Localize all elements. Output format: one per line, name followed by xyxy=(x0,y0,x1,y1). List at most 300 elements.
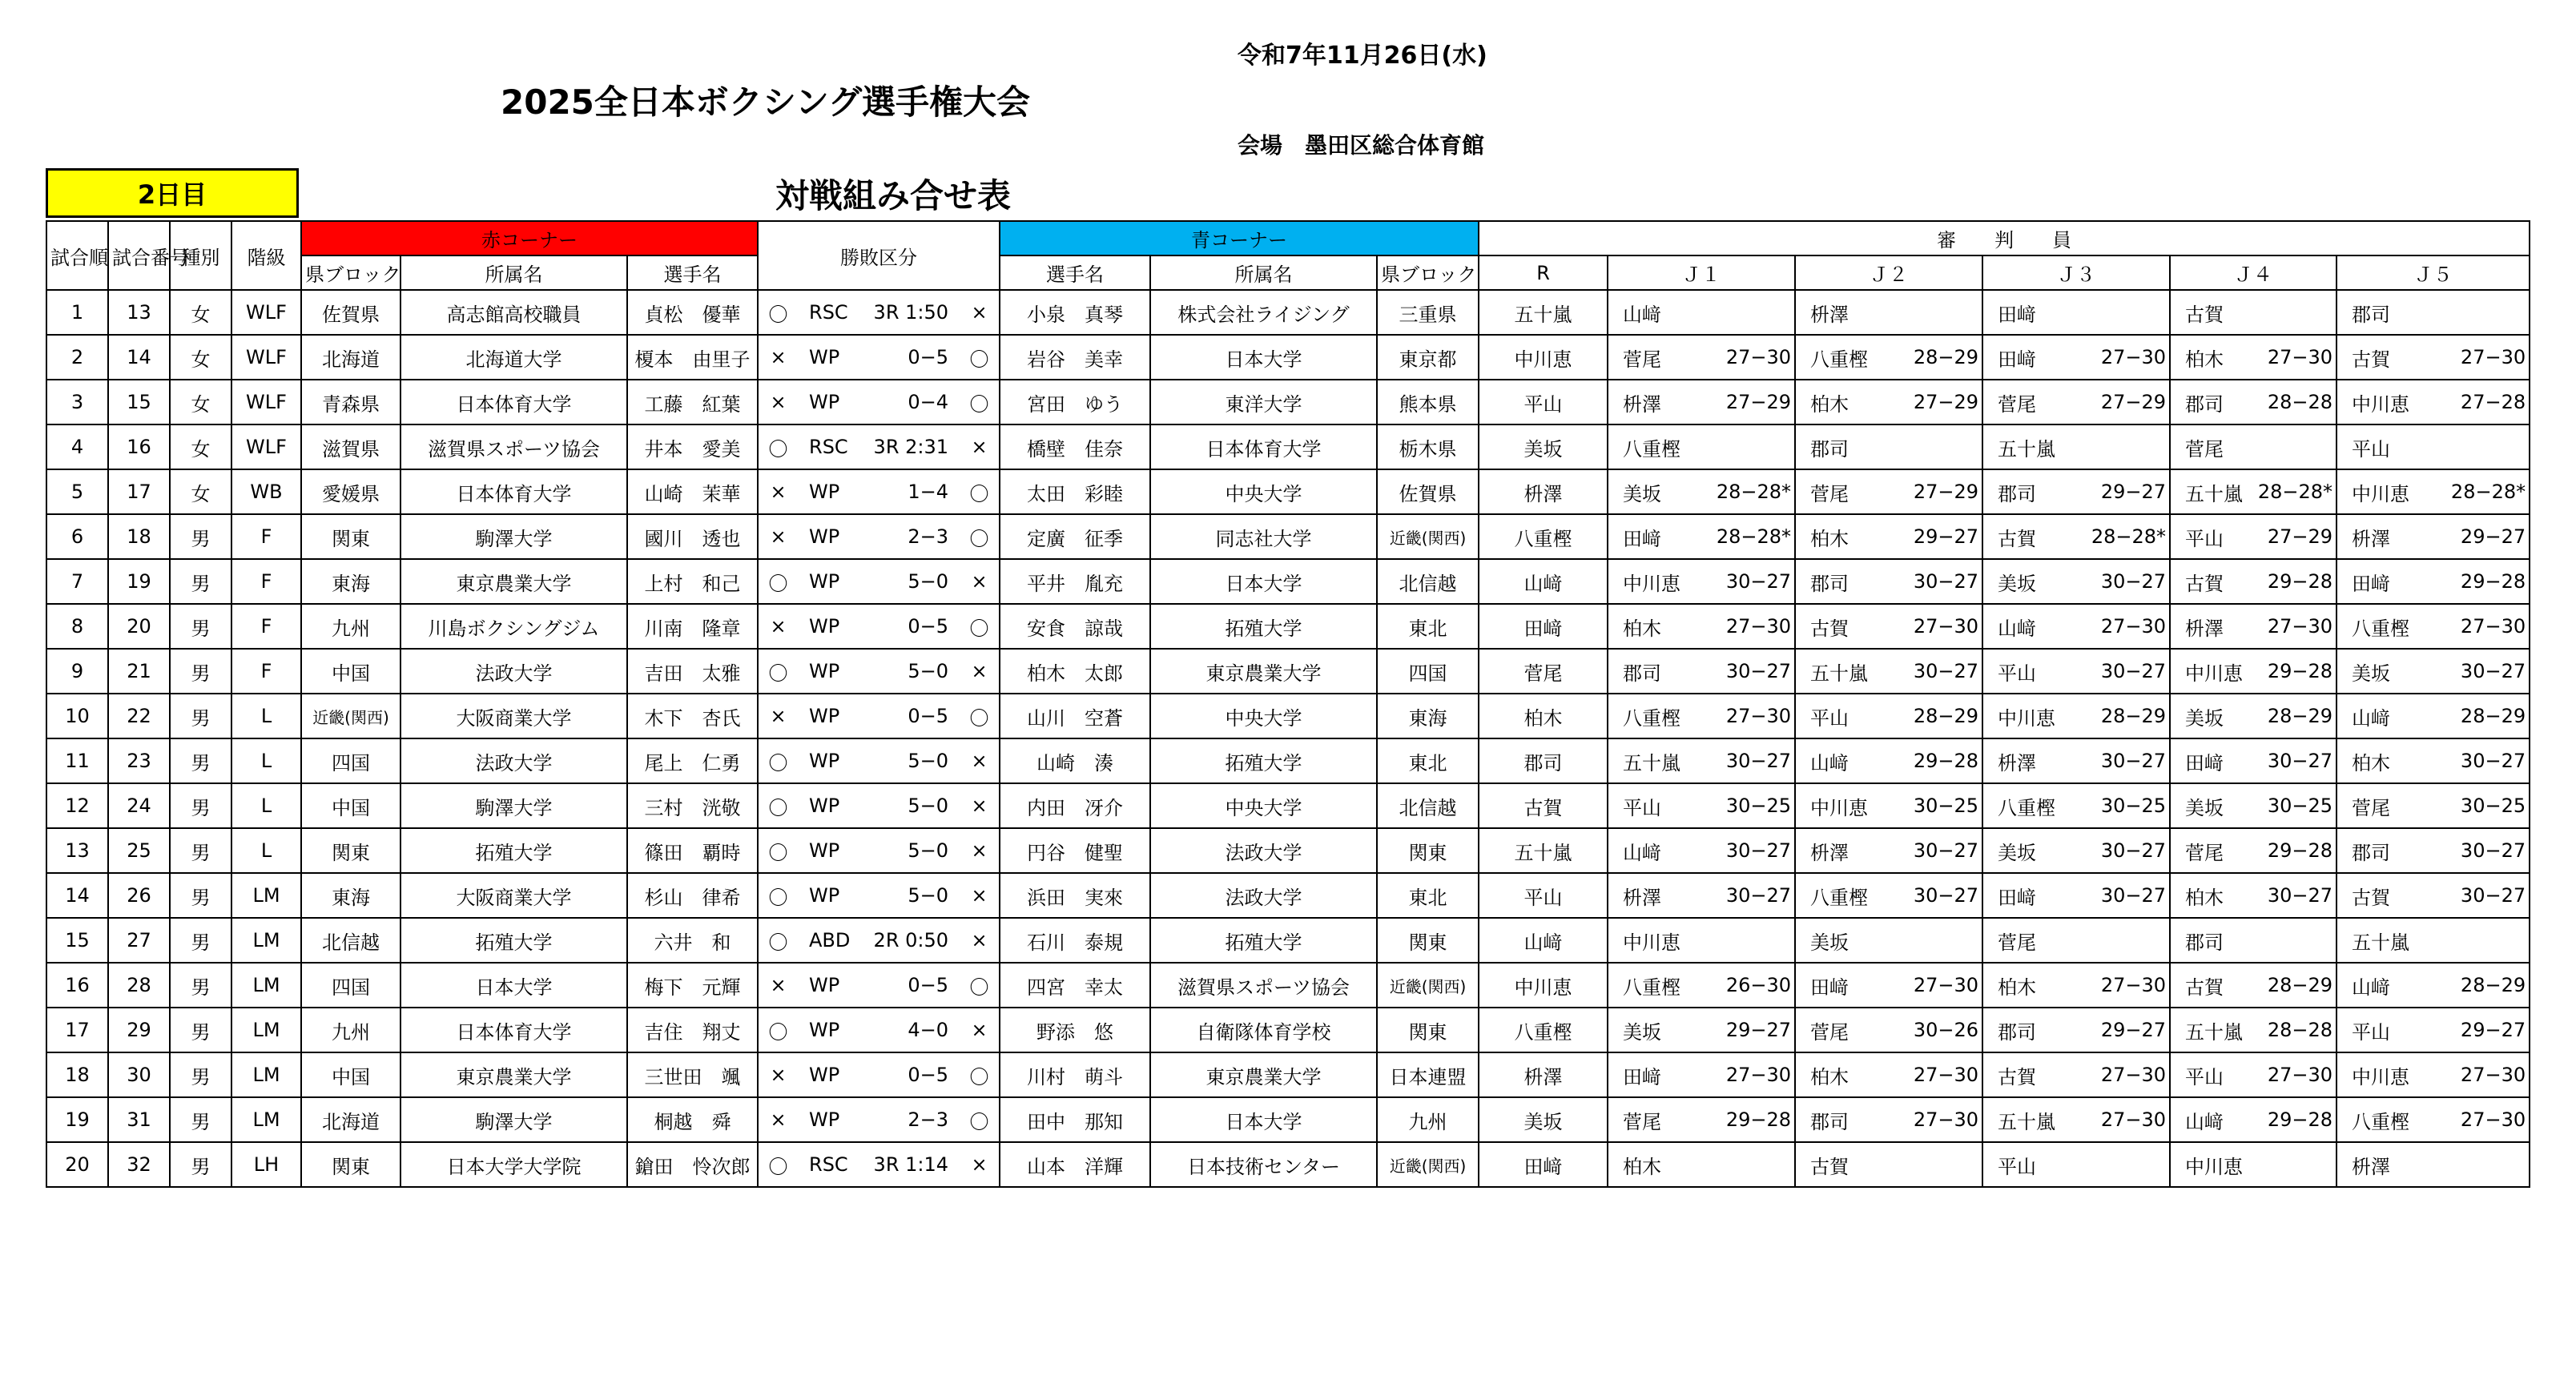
decision xyxy=(798,290,960,335)
judge-score: 27−29 xyxy=(1913,481,1979,503)
judge-name: 菅尾 xyxy=(2185,841,2224,864)
red-athlete: 榎本 由里子 xyxy=(627,335,758,380)
judge-score: 30−27 xyxy=(1913,839,1979,862)
table-row xyxy=(46,604,2530,649)
red-result-mark: × xyxy=(758,1052,798,1097)
blue-athlete: 川村 萌斗 xyxy=(1000,1052,1150,1097)
judge-4 xyxy=(2170,649,2337,694)
judge-2 xyxy=(1795,828,1982,873)
bout-order: 18 xyxy=(46,1052,108,1097)
bout-order: 12 xyxy=(46,783,108,828)
judge-3 xyxy=(1982,469,2170,514)
bout-no: 22 xyxy=(108,694,170,738)
judge-score: 29−28 xyxy=(2267,570,2333,593)
decision-detail: 2−3 xyxy=(908,525,949,548)
judge-name: 中川恵 xyxy=(1998,706,2056,730)
judge-score: 30−25 xyxy=(2267,795,2333,817)
referee: 枡澤 xyxy=(1479,1052,1608,1097)
weight-class: LM xyxy=(231,1008,301,1052)
decision-detail: 4−0 xyxy=(908,1019,949,1041)
judge-3 xyxy=(1982,424,2170,469)
judge-score: 30−27 xyxy=(2100,570,2167,593)
judge-2 xyxy=(1795,469,1982,514)
blue-result-mark: 〇 xyxy=(960,380,1000,424)
judge-name: 古賀 xyxy=(1810,1155,1849,1178)
bout-no: 26 xyxy=(108,873,170,918)
judge-name: 菅尾 xyxy=(2185,437,2224,461)
blue-region: 近畿(関西) xyxy=(1377,963,1479,1008)
decision-detail: 0−5 xyxy=(908,615,949,638)
blue-region: 東北 xyxy=(1377,738,1479,783)
decision xyxy=(798,335,960,380)
judge-name: 八重樫 xyxy=(1810,348,1869,371)
judge-name: 五十嵐 xyxy=(2185,482,2244,505)
decision-detail: 1−4 xyxy=(908,481,949,503)
judge-name: 山﨑 xyxy=(1623,303,1662,326)
bout-no: 13 xyxy=(108,290,170,335)
judge-score: 28−28* xyxy=(1716,525,1792,548)
weight-class: F xyxy=(231,649,301,694)
bout-no: 24 xyxy=(108,783,170,828)
judge-2 xyxy=(1795,1008,1982,1052)
weight-class: F xyxy=(231,514,301,559)
judge-2 xyxy=(1795,1142,1982,1187)
weight-class: LM xyxy=(231,1052,301,1097)
blue-region: 佐賀県 xyxy=(1377,469,1479,514)
red-affiliation: 川島ボクシングジム xyxy=(400,604,627,649)
red-result-mark: × xyxy=(758,380,798,424)
judge-score: 27−29 xyxy=(2100,391,2167,413)
judge-5 xyxy=(2337,1052,2530,1097)
judge-score: 29−28 xyxy=(2267,660,2333,682)
judge-5 xyxy=(2337,290,2530,335)
referee: 中川恵 xyxy=(1479,963,1608,1008)
red-affiliation: 拓殖大学 xyxy=(400,918,627,963)
blue-affiliation: 中央大学 xyxy=(1150,469,1377,514)
red-region: 滋賀県 xyxy=(301,424,400,469)
blue-affiliation: 東京農業大学 xyxy=(1150,1052,1377,1097)
judge-score: 27−30 xyxy=(2100,1108,2167,1131)
judge-5 xyxy=(2337,828,2530,873)
red-affiliation: 日本体育大学 xyxy=(400,469,627,514)
judge-name: 郡司 xyxy=(1810,437,1849,461)
judge-1 xyxy=(1608,290,1795,335)
judge-1 xyxy=(1608,963,1795,1008)
judge-2 xyxy=(1795,559,1982,604)
decision-detail: 2−3 xyxy=(908,1108,949,1131)
judge-score: 27−30 xyxy=(1913,615,1979,638)
bout-order: 5 xyxy=(46,469,108,514)
judge-3 xyxy=(1982,738,2170,783)
judge-score: 30−27 xyxy=(2460,660,2526,682)
red-athlete: 三村 洸敬 xyxy=(627,783,758,828)
judge-1 xyxy=(1608,335,1795,380)
judge-name: 田﨑 xyxy=(1810,976,1849,999)
judge-4 xyxy=(2170,469,2337,514)
blue-region: 東北 xyxy=(1377,873,1479,918)
judge-name: 枡澤 xyxy=(2352,1155,2391,1178)
judge-3 xyxy=(1982,783,2170,828)
red-corner-header: 赤コーナー xyxy=(301,221,758,255)
blue-result-mark: × xyxy=(960,649,1000,694)
judge-score: 27−30 xyxy=(2267,346,2333,368)
blue-result-mark: 〇 xyxy=(960,469,1000,514)
judge-name: 中川恵 xyxy=(2352,392,2410,416)
blue-affiliation: 日本技術センター xyxy=(1150,1142,1377,1187)
red-affiliation: 大阪商業大学 xyxy=(400,694,627,738)
weight-class: LM xyxy=(231,1097,301,1142)
decision-detail: 0−4 xyxy=(908,391,949,413)
blue-affiliation: 中央大学 xyxy=(1150,694,1377,738)
red-athlete: 井本 愛美 xyxy=(627,424,758,469)
gender: 男 xyxy=(170,559,231,604)
judge-score: 30−27 xyxy=(2100,839,2167,862)
bout-no: 29 xyxy=(108,1008,170,1052)
table-row xyxy=(46,828,2530,873)
decision-type: WP xyxy=(809,705,840,727)
judge-name: 菅尾 xyxy=(2352,796,2391,819)
judge-5 xyxy=(2337,873,2530,918)
blue-athlete: 円谷 健聖 xyxy=(1000,828,1150,873)
red-affiliation: 駒澤大学 xyxy=(400,783,627,828)
judge-score: 30−25 xyxy=(2100,795,2167,817)
judge-name: 枡澤 xyxy=(1623,392,1662,416)
judge-score: 30−25 xyxy=(1725,795,1792,817)
weight-class: L xyxy=(231,694,301,738)
red-region: 佐賀県 xyxy=(301,290,400,335)
judge-score: 30−27 xyxy=(2460,750,2526,772)
judge-name: 菅尾 xyxy=(1810,482,1849,505)
weight-class: F xyxy=(231,559,301,604)
judge-score: 30−27 xyxy=(2460,839,2526,862)
weight-class: LM xyxy=(231,918,301,963)
judge-1 xyxy=(1608,559,1795,604)
red-result-mark: × xyxy=(758,604,798,649)
weight-class: WB xyxy=(231,469,301,514)
bout-no: 18 xyxy=(108,514,170,559)
judge-score: 27−30 xyxy=(1725,346,1792,368)
judge-score: 30−27 xyxy=(1725,660,1792,682)
table-row xyxy=(46,380,2530,424)
col-gender: 種別 xyxy=(170,221,231,290)
blue-affiliation: 滋賀県スポーツ協会 xyxy=(1150,963,1377,1008)
judge-4 xyxy=(2170,604,2337,649)
red-region: 愛媛県 xyxy=(301,469,400,514)
red-affiliation: 法政大学 xyxy=(400,738,627,783)
judge-1 xyxy=(1608,1142,1795,1187)
blue-result-mark: × xyxy=(960,1008,1000,1052)
judge-3 xyxy=(1982,1097,2170,1142)
blue-result-mark: 〇 xyxy=(960,1052,1000,1097)
decision-type: WP xyxy=(809,391,840,413)
judge-name: 五十嵐 xyxy=(2352,931,2410,954)
col-red-affiliation: 所属名 xyxy=(400,255,627,290)
red-affiliation: 高志館高校職員 xyxy=(400,290,627,335)
bout-order: 10 xyxy=(46,694,108,738)
col-j3: Ｊ３ xyxy=(1982,255,2170,290)
col-blue-athlete: 選手名 xyxy=(1000,255,1150,290)
judge-4 xyxy=(2170,694,2337,738)
red-athlete: 六井 和 xyxy=(627,918,758,963)
col-bout-no: 試合番号 xyxy=(108,221,170,290)
judge-2 xyxy=(1795,1052,1982,1097)
blue-athlete: 宮田 ゆう xyxy=(1000,380,1150,424)
blue-result-mark: × xyxy=(960,424,1000,469)
bout-no: 30 xyxy=(108,1052,170,1097)
red-affiliation: 滋賀県スポーツ協会 xyxy=(400,424,627,469)
judge-score: 27−30 xyxy=(1725,705,1792,727)
judge-score: 28−28* xyxy=(2257,481,2333,503)
bout-order: 6 xyxy=(46,514,108,559)
judge-name: 八重樫 xyxy=(1623,706,1681,730)
bout-no: 31 xyxy=(108,1097,170,1142)
bout-order: 11 xyxy=(46,738,108,783)
blue-region: 九州 xyxy=(1377,1097,1479,1142)
weight-class: L xyxy=(231,783,301,828)
judge-5 xyxy=(2337,649,2530,694)
red-athlete: 山崎 茉華 xyxy=(627,469,758,514)
decision-detail: 5−0 xyxy=(908,660,949,682)
red-region: 中国 xyxy=(301,783,400,828)
red-athlete: 尾上 仁勇 xyxy=(627,738,758,783)
judge-name: 美坂 xyxy=(1623,482,1662,505)
judge-name: 郡司 xyxy=(1810,572,1849,595)
referee: 中川恵 xyxy=(1479,335,1608,380)
decision-detail: 5−0 xyxy=(908,570,949,593)
judge-name: 八重樫 xyxy=(1623,976,1681,999)
decision-type: WP xyxy=(809,660,840,682)
red-athlete: 梅下 元輝 xyxy=(627,963,758,1008)
judge-score: 27−30 xyxy=(2100,615,2167,638)
blue-athlete: 内田 冴介 xyxy=(1000,783,1150,828)
red-affiliation: 日本体育大学 xyxy=(400,1008,627,1052)
judge-score: 28−29 xyxy=(2100,705,2167,727)
decision xyxy=(798,1052,960,1097)
judge-1 xyxy=(1608,1008,1795,1052)
blue-region: 三重県 xyxy=(1377,290,1479,335)
judge-name: 中川恵 xyxy=(2185,662,2244,685)
col-blue-region: 県ブロック xyxy=(1377,255,1479,290)
judge-name: 古賀 xyxy=(2185,976,2224,999)
judge-score: 30−27 xyxy=(1913,570,1979,593)
judge-name: 山﨑 xyxy=(2352,976,2391,999)
red-result-mark: × xyxy=(758,963,798,1008)
blue-affiliation: 自衛隊体育学校 xyxy=(1150,1008,1377,1052)
red-athlete: 工藤 紅葉 xyxy=(627,380,758,424)
decision-type: WP xyxy=(809,615,840,638)
judge-4 xyxy=(2170,1008,2337,1052)
red-region: 四国 xyxy=(301,738,400,783)
judge-3 xyxy=(1982,514,2170,559)
judge-2 xyxy=(1795,380,1982,424)
blue-affiliation: 日本体育大学 xyxy=(1150,424,1377,469)
weight-class: LM xyxy=(231,963,301,1008)
blue-result-mark: 〇 xyxy=(960,694,1000,738)
judge-name: 郡司 xyxy=(1623,662,1662,685)
red-result-mark: × xyxy=(758,1097,798,1142)
judge-name: 菅尾 xyxy=(1810,1020,1849,1044)
judge-1 xyxy=(1608,1052,1795,1097)
red-result-mark: × xyxy=(758,694,798,738)
judge-name: 郡司 xyxy=(1998,482,2037,505)
judge-4 xyxy=(2170,873,2337,918)
judge-5 xyxy=(2337,469,2530,514)
blue-athlete: 山川 空蒼 xyxy=(1000,694,1150,738)
red-athlete: 木下 杏氏 xyxy=(627,694,758,738)
judge-score: 30−27 xyxy=(2460,884,2526,907)
blue-affiliation: 東洋大学 xyxy=(1150,380,1377,424)
weight-class: WLF xyxy=(231,424,301,469)
decision-detail: 3R 1:14 xyxy=(873,1153,949,1176)
decision-type: WP xyxy=(809,1064,840,1086)
decision xyxy=(798,649,960,694)
judge-score: 26−30 xyxy=(1725,974,1792,996)
blue-corner-header: 青コーナー xyxy=(1000,221,1479,255)
judge-5 xyxy=(2337,1008,2530,1052)
judge-4 xyxy=(2170,424,2337,469)
judge-name: 菅尾 xyxy=(1623,1110,1662,1133)
blue-affiliation: 東京農業大学 xyxy=(1150,649,1377,694)
table-row xyxy=(46,559,2530,604)
judge-score: 27−29 xyxy=(1913,391,1979,413)
judge-3 xyxy=(1982,963,2170,1008)
gender: 男 xyxy=(170,1142,231,1187)
judge-score: 30−27 xyxy=(2100,750,2167,772)
decision-detail: 0−5 xyxy=(908,1064,949,1086)
decision-detail: 5−0 xyxy=(908,795,949,817)
judge-name: 五十嵐 xyxy=(1810,662,1869,685)
judge-5 xyxy=(2337,918,2530,963)
red-result-mark: 〇 xyxy=(758,918,798,963)
judge-score: 27−30 xyxy=(2267,1064,2333,1086)
bout-no: 20 xyxy=(108,604,170,649)
col-j5: Ｊ５ xyxy=(2337,255,2530,290)
decision-detail: 5−0 xyxy=(908,839,949,862)
judge-name: 郡司 xyxy=(2352,841,2391,864)
judges-header: 審 判 員 xyxy=(1479,221,2530,255)
blue-result-mark: × xyxy=(960,738,1000,783)
judge-4 xyxy=(2170,514,2337,559)
table-row xyxy=(46,649,2530,694)
referee: 柏木 xyxy=(1479,694,1608,738)
judge-3 xyxy=(1982,828,2170,873)
decision-type: WP xyxy=(809,1019,840,1041)
decision xyxy=(798,514,960,559)
judge-4 xyxy=(2170,828,2337,873)
gender: 男 xyxy=(170,604,231,649)
red-affiliation: 北海道大学 xyxy=(400,335,627,380)
table-row xyxy=(46,963,2530,1008)
bout-order: 3 xyxy=(46,380,108,424)
gender: 男 xyxy=(170,918,231,963)
blue-affiliation: 日本大学 xyxy=(1150,1097,1377,1142)
table-row xyxy=(46,918,2530,963)
judge-5 xyxy=(2337,559,2530,604)
red-athlete: 上村 和己 xyxy=(627,559,758,604)
judge-score: 27−30 xyxy=(1913,974,1979,996)
judge-score: 27−30 xyxy=(1913,1064,1979,1086)
decision xyxy=(798,738,960,783)
judge-score: 30−27 xyxy=(1725,839,1792,862)
decision-type: WP xyxy=(809,525,840,548)
gender: 男 xyxy=(170,1052,231,1097)
judge-1 xyxy=(1608,738,1795,783)
red-region: 関東 xyxy=(301,828,400,873)
decision xyxy=(798,694,960,738)
decision-detail: 3R 1:50 xyxy=(873,301,949,324)
blue-region: 日本連盟 xyxy=(1377,1052,1479,1097)
judge-score: 29−28 xyxy=(1725,1108,1792,1131)
judge-name: 平山 xyxy=(1623,796,1662,819)
judge-name: 柏木 xyxy=(1623,617,1662,640)
blue-affiliation: 拓殖大学 xyxy=(1150,738,1377,783)
judge-name: 古賀 xyxy=(1998,527,2037,550)
bout-no: 25 xyxy=(108,828,170,873)
red-result-mark: 〇 xyxy=(758,559,798,604)
blue-result-mark: × xyxy=(960,828,1000,873)
weight-class: L xyxy=(231,828,301,873)
judge-score: 30−25 xyxy=(2460,795,2526,817)
blue-affiliation: 法政大学 xyxy=(1150,873,1377,918)
judge-name: 平山 xyxy=(2352,437,2391,461)
bout-no: 19 xyxy=(108,559,170,604)
judge-name: 菅尾 xyxy=(1998,392,2037,416)
judge-name: 郡司 xyxy=(2352,303,2391,326)
decision-type: WP xyxy=(809,974,840,996)
blue-athlete: 柏木 太郎 xyxy=(1000,649,1150,694)
judge-3 xyxy=(1982,918,2170,963)
judge-score: 27−30 xyxy=(2460,1108,2526,1131)
blue-athlete: 太田 彩睦 xyxy=(1000,469,1150,514)
judge-4 xyxy=(2170,559,2337,604)
decision xyxy=(798,873,960,918)
judge-name: 柏木 xyxy=(1810,392,1849,416)
gender: 女 xyxy=(170,469,231,514)
judge-name: 田﨑 xyxy=(1998,348,2037,371)
weight-class: LM xyxy=(231,873,301,918)
blue-region: 北信越 xyxy=(1377,559,1479,604)
decision xyxy=(798,604,960,649)
judge-score: 28−28* xyxy=(1716,481,1792,503)
judge-name: 柏木 xyxy=(2185,348,2224,371)
referee: 郡司 xyxy=(1479,738,1608,783)
blue-result-mark: 〇 xyxy=(960,604,1000,649)
judge-score: 29−27 xyxy=(2460,525,2526,548)
gender: 女 xyxy=(170,424,231,469)
red-athlete: 杉山 律希 xyxy=(627,873,758,918)
judge-name: 平山 xyxy=(1998,1155,2037,1178)
judge-name: 古賀 xyxy=(2185,303,2224,326)
judge-5 xyxy=(2337,783,2530,828)
blue-result-mark: × xyxy=(960,873,1000,918)
gender: 女 xyxy=(170,380,231,424)
judge-score: 30−27 xyxy=(1725,570,1792,593)
judge-1 xyxy=(1608,604,1795,649)
judge-name: 平山 xyxy=(2185,527,2224,550)
table-title: 対戦組み合せ表 xyxy=(775,176,1012,215)
judge-score: 30−27 xyxy=(2267,884,2333,907)
decision xyxy=(798,828,960,873)
judge-name: 田﨑 xyxy=(1623,527,1662,550)
table-row xyxy=(46,783,2530,828)
judge-1 xyxy=(1608,514,1795,559)
judge-name: 柏木 xyxy=(1810,527,1849,550)
col-j1: Ｊ１ xyxy=(1608,255,1795,290)
judge-score: 27−28 xyxy=(2460,391,2526,413)
judge-name: 田﨑 xyxy=(2352,572,2391,595)
red-athlete: 吉田 太雅 xyxy=(627,649,758,694)
table-row xyxy=(46,514,2530,559)
